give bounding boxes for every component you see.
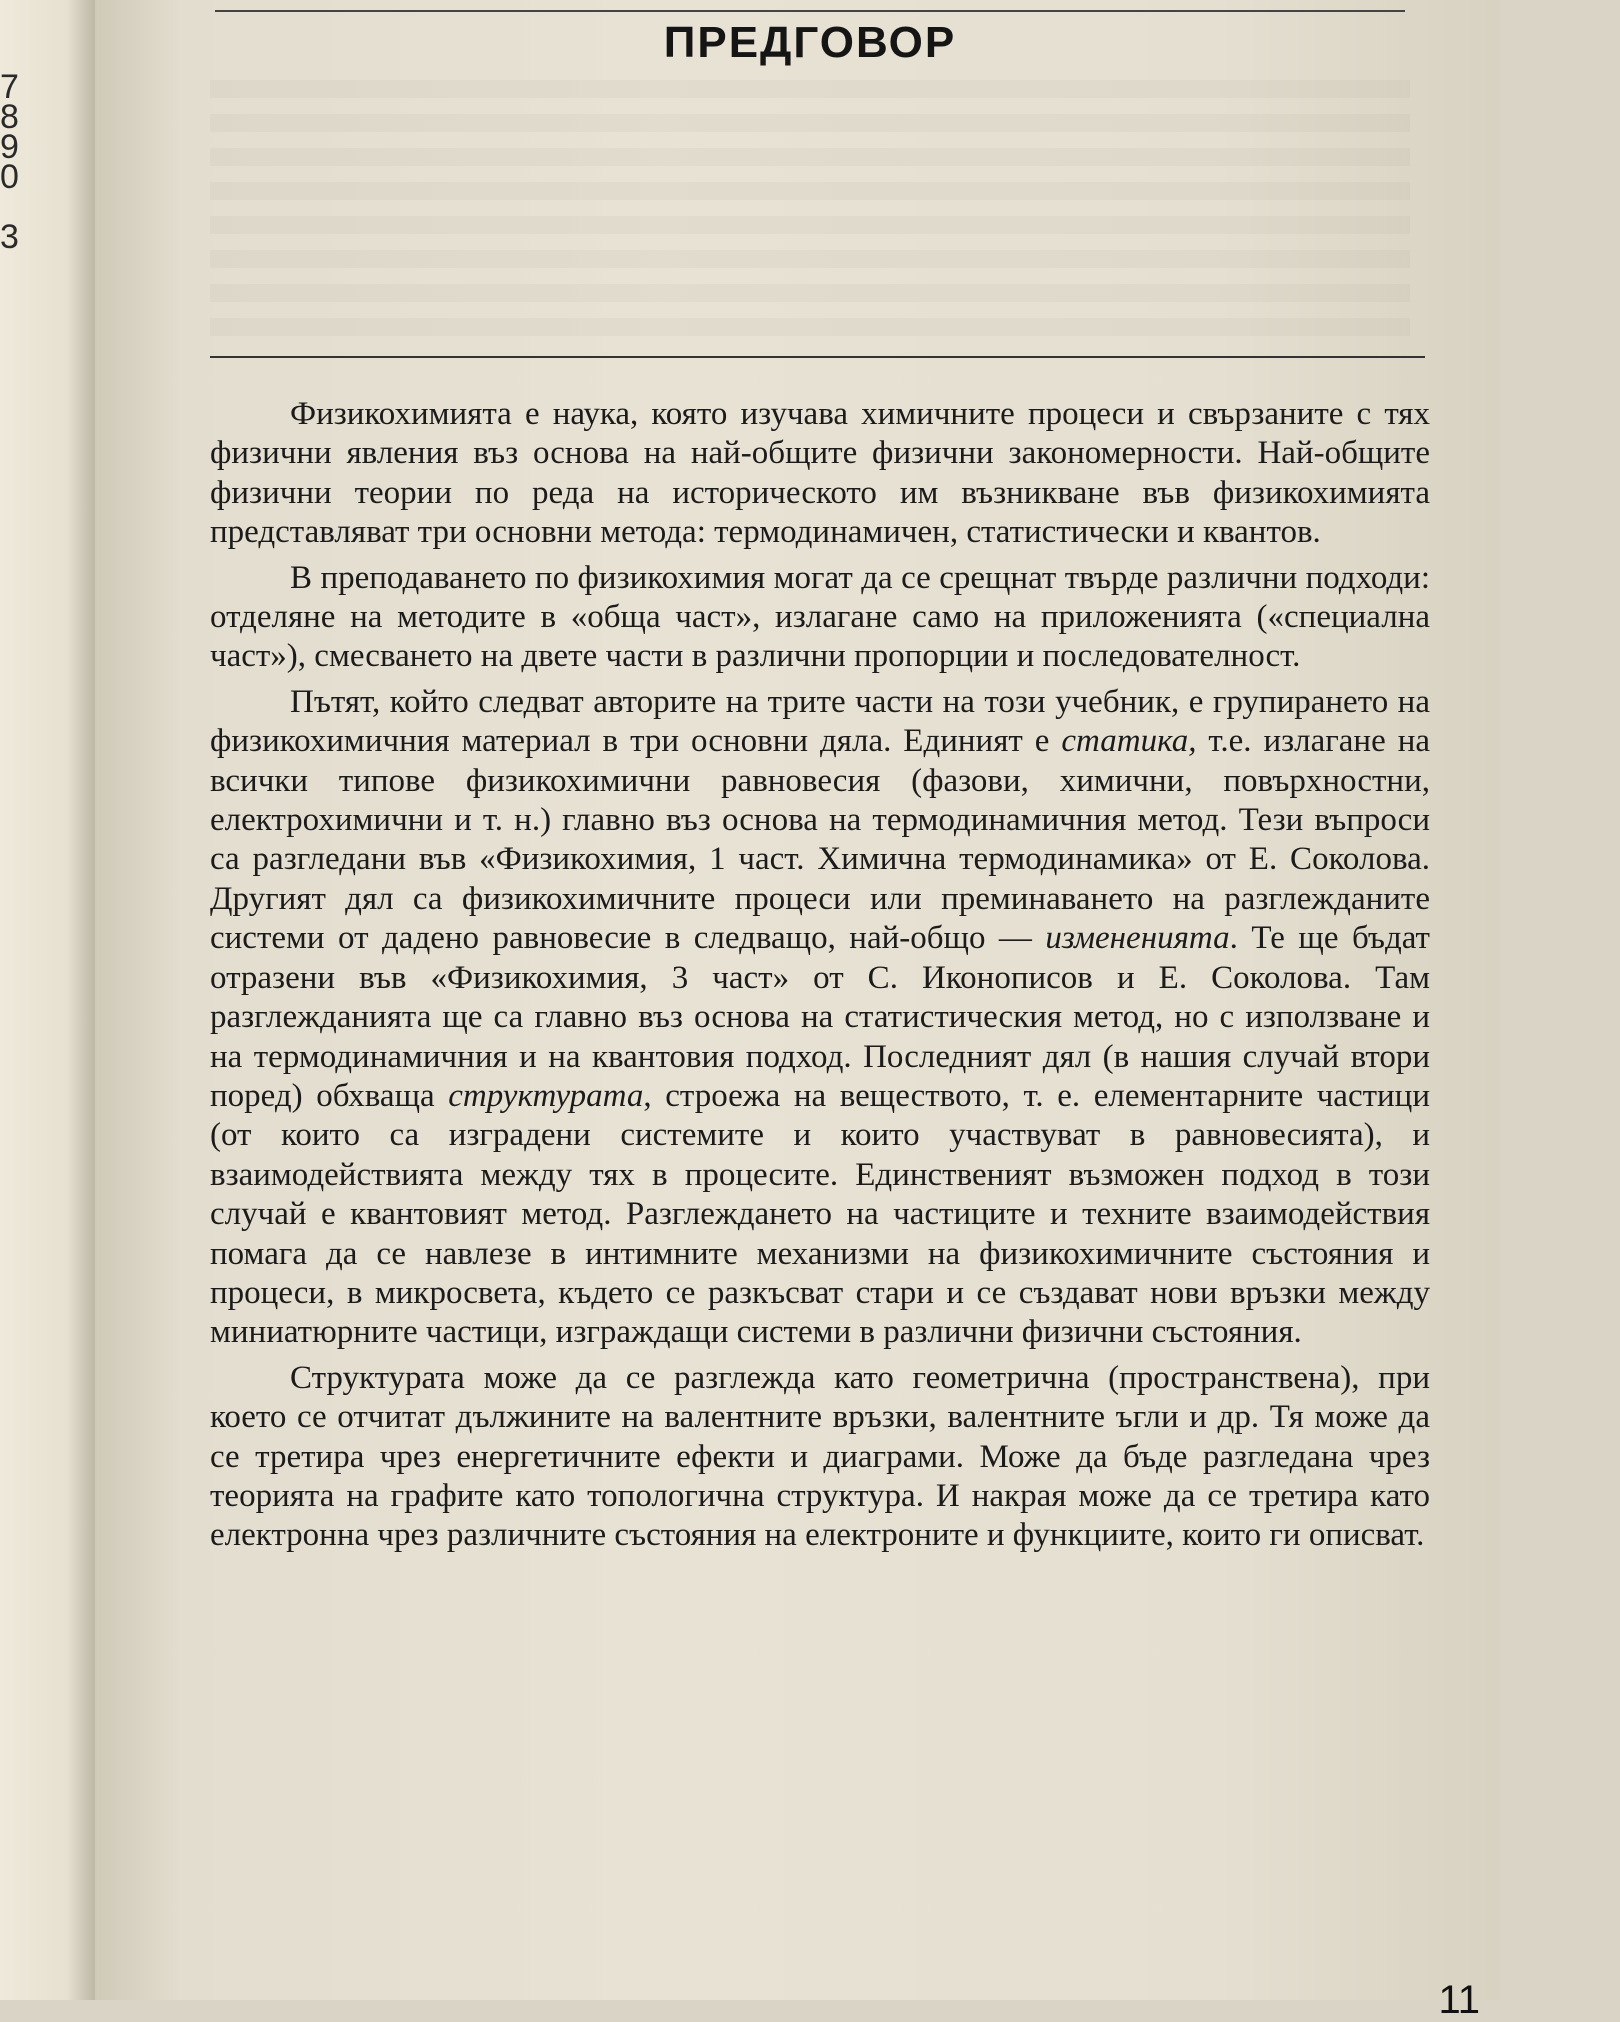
section-rule: [210, 356, 1425, 358]
edge-digit: 9: [0, 128, 19, 166]
edge-digit: 0: [0, 158, 19, 196]
paragraph-4: Структурата може да се разглежда като геометрична (пространствена), при което се отчитат дължините на валентните връзки, валентните ъгли и др. Тя може да се третира чрез енергетичните ефекти и диаграми. Може да бъде разгледана чрез теорията на графите като топологична структура. И накрая може да се третира като електронна чрез различните състояния на електроните и функциите, които ги описват.: [210, 1359, 1430, 1554]
page-title: ПРЕДГОВОР: [663, 18, 957, 67]
paragraph-3-part-d: , строежа на веществото, т. е. елементарните частици (от които са изградени системите и които участвуват в равновесията), и взаимодействията между тях в процесите. Единственият възможен подход в този случай е квантовият метод. Разглеждането на частиците и техните взаимодействия помага да се навлезе в интимните механизми на физикохимичните състояния и процеси, в микросвета, където се разкъсват стари и се създават нови връзки между миниатюрните частици, изграждащи системи в различни физични състояния.: [210, 1077, 1430, 1351]
term-changes: измененията: [1045, 920, 1230, 957]
paragraph-3: [210, 683, 1430, 1353]
edge-digit: 7: [0, 68, 19, 106]
term-structure: структурата: [448, 1077, 644, 1114]
edge-digit: 3: [0, 218, 19, 256]
paragraph-3-part-c: . Те ще бъдат отразени във «Физикохимия, 3 част» от С. Иконописов и Е. Соколова. Там разглежданията ще са главно въз основа на статистическия метод, но с използване и на термодинамичния и на квантовия подход. Последният дял (в нашия случай втори поред) обхваща: [210, 920, 1430, 1114]
paragraph-1: Физикохимията е наука, която изучава химичните процеси и свързаните с тях физични явления въз основа на най-общите физични закономерности. Най-общите физични теории по реда на историческото им възникване във физикохимията представляват три основни метода: термодинамичен, статистически и квантов.: [210, 396, 1430, 551]
page-number: 11: [1438, 1978, 1480, 2022]
paragraph-3-part-a: Пътят, който следват авторите на трите части на този учебник, е групирането на физикохимичния материал в три основни дяла. Единият е: [210, 683, 1430, 760]
facing-page-digits: [0, 68, 19, 256]
paragraph-3-part-b: т.е. излагане на всички типове физикохимични равновесия (фазови, химични, повърхностни, електрохимични и т. н.) главно въз основа на термодинамичния метод. Тези въпроси са разгледани във «Физикохимия, 1 част. Химична термодинамика» от Е. Соколова. Другият дял са физикохимичните процеси или преминаването на разглежданите системи от дадено равновесие в следващо, най-общо —: [210, 723, 1430, 957]
show-through-area: [210, 80, 1410, 340]
term-statics: статика,: [1061, 723, 1197, 760]
top-rule: [215, 10, 1405, 12]
facing-page-edge: [0, 0, 95, 2000]
paragraph-2: В преподаването по физикохимия могат да се срещнат твърде различни подходи: отделяне на методите в «обща част», излагане само на приложенията («специална част»), смесването на двете части в различни пропорции и последователност.: [210, 559, 1430, 675]
preface-text: [210, 395, 1430, 1556]
edge-digit: 8: [0, 98, 19, 136]
